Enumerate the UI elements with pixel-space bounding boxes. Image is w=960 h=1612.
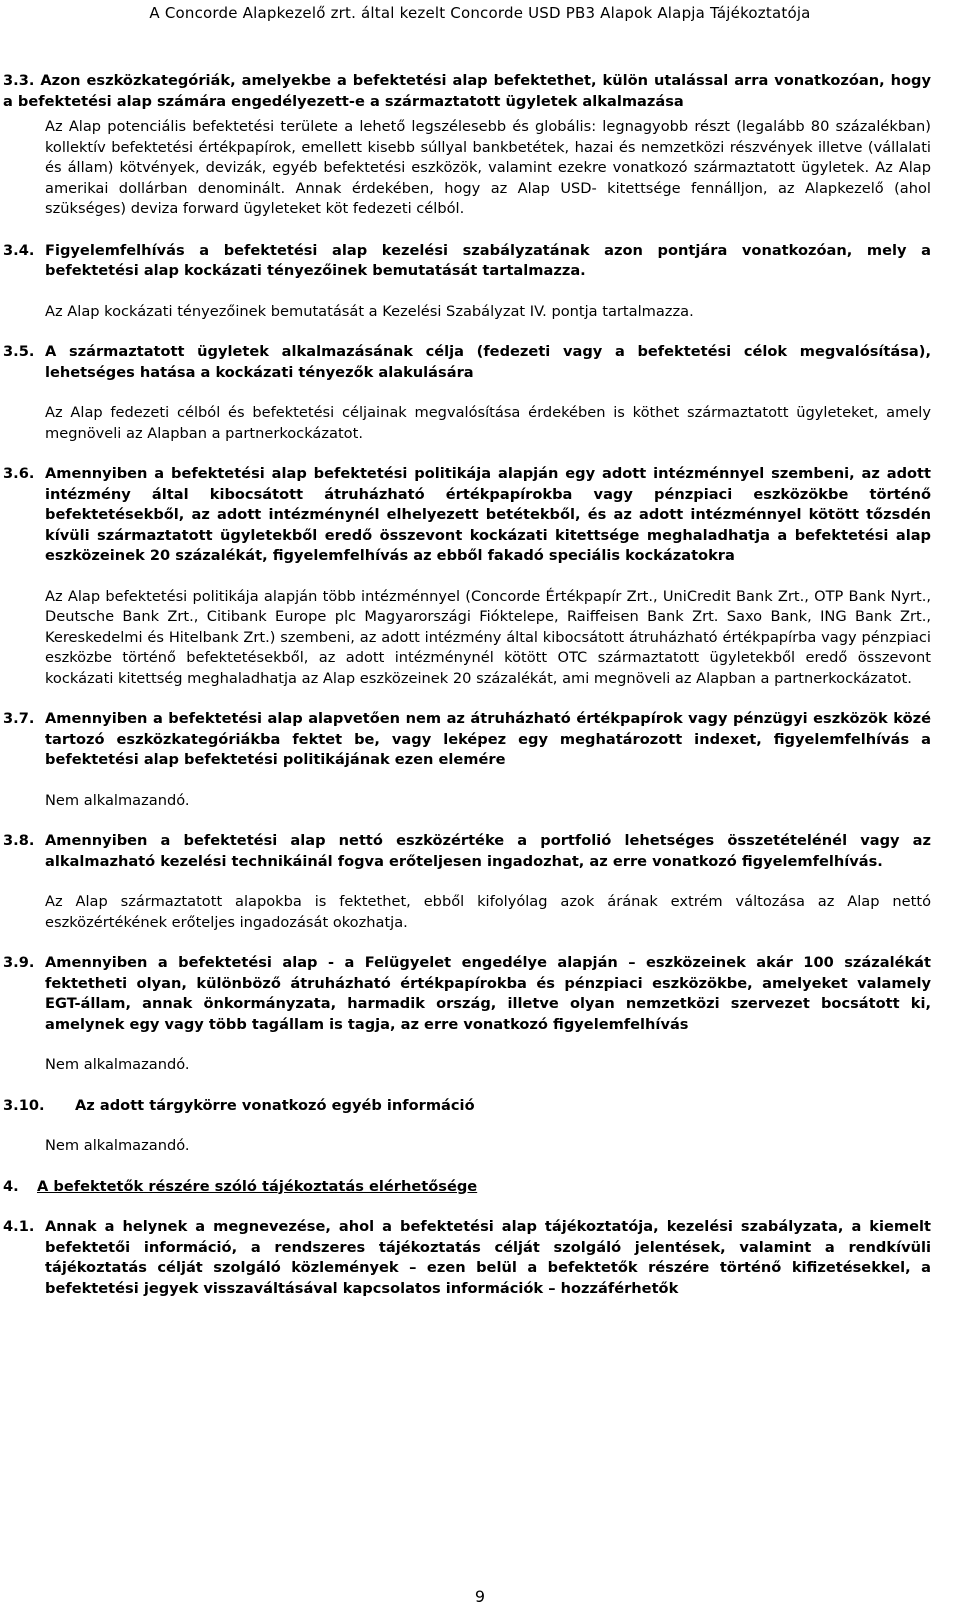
section-3-9-heading: Amennyiben a befektetési alap - a Felügyelet engedélye alapján – eszközeinek akár 100 százalékát fektetheti olyan, különböző átruházható értékpapírokba és pénzpiaci eszközökbe, amelyeket valamely EGT-állam, annak önkormányzata, harmadik ország, illetve olyan nemzetközi szervezet bocsátott ki, amelynek egy vagy több tagállam is tagja, az erre vonatkozó figyelemfelhívás — [45, 954, 931, 1033]
document-body — [0, 71, 960, 1299]
section-3-6 — [0, 464, 960, 689]
section-3-8-body: Az Alap származtatott alapokba is fektethet, ebből kifolyólag azok árának extrém változása az Alap nettó eszközértékének erőteljes ingadozását okozhatja. — [45, 893, 931, 931]
section-3-10 — [0, 1096, 960, 1157]
section-3-8 — [0, 831, 960, 933]
section-4-heading: A befektetők részére szóló tájékoztatás elérhetősége — [37, 1177, 478, 1195]
section-3-3-body: Az Alap potenciális befektetési területe a lehető legszélesebb és globális: legnagyobb részt (legalább 80 százalékban) kollektív befektetési értékpapírok, emellett kisebb súllyal bankbetétek, hazai és nemzetközi részvények illetve (vállalati és állam) kötvények, devizák, egyéb befektetési eszközök, valamint ezekre vonatkozó származtatott ügyletek. Az Alap amerikai dollárban denominált. Annak érdekében, hogy az Alap USD- kitettsége fennálljon, az Alapkezelő (ahol szükséges) deviza forward ügyleteket köt fedezeti célból. — [45, 118, 931, 217]
section-3-5-body: Az Alap fedezeti célból és befektetési céljainak megvalósítása érdekében is köthet származtatott ügyleteket, amely megnöveli az Alapban a partnerkockázatot. — [45, 404, 931, 442]
section-3-5-number: 3.5. — [3, 343, 35, 360]
section-3-3-heading: 3.3. Azon eszközkategóriák, amelyekbe a befektetési alap befektethet, külön utalással arra vonatkozóan, hogy a befektetési alap számára engedélyezett-e a származtatott ügyletek alkalmazása — [3, 72, 931, 110]
section-3-10-heading: Az adott tárgykörre vonatkozó egyéb információ — [75, 1096, 475, 1114]
section-4 — [0, 1177, 960, 1198]
section-3-5 — [0, 342, 960, 444]
section-3-7-body: Nem alkalmazandó. — [45, 791, 190, 809]
section-3-7-number: 3.7. — [3, 710, 35, 727]
page-number: 9 — [474, 1587, 486, 1606]
section-4-1 — [0, 1217, 960, 1299]
section-3-4-heading: Figyelemfelhívás a befektetési alap kezelési szabályzatának azon pontjára vonatkozóan, mely a befektetési alap kockázati tényezőinek bemutatását tartalmazza. — [45, 241, 931, 279]
section-3-9-number: 3.9. — [3, 954, 35, 971]
section-3-6-number: 3.6. — [3, 465, 35, 482]
section-4-1-number: 4.1. — [3, 1218, 35, 1235]
section-4-1-heading: Annak a helynek a megnevezése, ahol a befektetési alap tájékoztatója, kezelési szabályzata, a kiemelt befektetői információ, a rendszeres tájékoztatás célját szolgáló jelentések, valamint a rendkívüli tájékoztatás célját szolgáló közlemények – ezen belül a befektetők részére történő kifizetésekkel, a befektetési jegyek visszaváltásával kapcsolatos információk – hozzáférhetők — [45, 1218, 931, 1297]
section-3-6-body: Az Alap befektetési politikája alapján több intézménnyel (Concorde Értékpapír Zrt., UniCredit Bank Zrt., OTP Bank Nyrt., Deutsche Bank Zrt., Citibank Europe plc Magyarországi Fióktelepe, Raiffeisen Bank Zrt. Saxo Bank, ING Bank Zrt., Kereskedelmi és Hitelbank Zrt.) szembeni, az adott intézmény által kibocsátott átruházható értékpapírba vagy pénzpiaci eszközbe történő befektetésekből, az adott intézménynél kötött OTC származtatott ügyletekből eredő összevont kockázati kitettség meghaladhatja az Alap eszközeinek 20 százalékát, ami megnöveli az Alapban a partnerkockázatot. — [45, 587, 931, 687]
section-3-8-number: 3.8. — [3, 832, 35, 849]
document-header: A Concorde Alapkezelő zrt. által kezelt Concorde USD PB3 Alapok Alapja Tájékoztatója — [149, 4, 811, 22]
section-3-8-heading: Amennyiben a befektetési alap nettó eszközértéke a portfolió lehetséges összetételénél vagy az alkalmazható kezelési technikáinál fogva erőteljesen ingadozhat, az erre vonatkozó figyelemfelhívás. — [45, 832, 931, 870]
section-3-3 — [0, 71, 960, 220]
section-3-4-number: 3.4. — [3, 241, 35, 259]
section-3-6-heading: Amennyiben a befektetési alap befektetési politikája alapján egy adott intézménnyel szembeni, az adott intézmény által kibocsátott átruházható értékpapírokba vagy pénzpiaci eszközökbe történő befektetésekből, az adott intézménynél elhelyezett betétekből, és az adott intézménnyel kötött tőzsdén kívüli származtatott ügyletekből eredő összevont kockázati kitettsége meghaladhatja a befektetési alap eszközeinek 20 százalékát, figyelemfelhívás az ebből fakadó speciális kockázatokra — [45, 465, 931, 564]
section-3-4 — [0, 241, 960, 323]
section-4-number: 4. — [3, 1177, 19, 1195]
section-3-10-body: Nem alkalmazandó. — [45, 1137, 190, 1154]
section-3-10-number: 3.10. — [3, 1096, 45, 1114]
section-3-9-body: Nem alkalmazandó. — [45, 1056, 190, 1073]
section-3-4-body: Az Alap kockázati tényezőinek bemutatását a Kezelési Szabályzat IV. pontja tartalmazza. — [45, 302, 694, 320]
section-3-5-heading: A származtatott ügyletek alkalmazásának célja (fedezeti vagy a befektetési célok megvalósítása), lehetséges hatása a kockázati tényezők alakulására — [45, 343, 931, 381]
section-3-9 — [0, 953, 960, 1076]
section-3-7-heading: Amennyiben a befektetési alap alapvetően nem az átruházható értékpapírok vagy pénzügyi eszközök közé tartozó eszközkategóriákba fektet be, vagy leképez egy meghatározott indexet, figyelemfelhívás a befektetési alap befektetési politikájának ezen elemére — [45, 710, 931, 768]
section-3-7 — [0, 709, 960, 811]
